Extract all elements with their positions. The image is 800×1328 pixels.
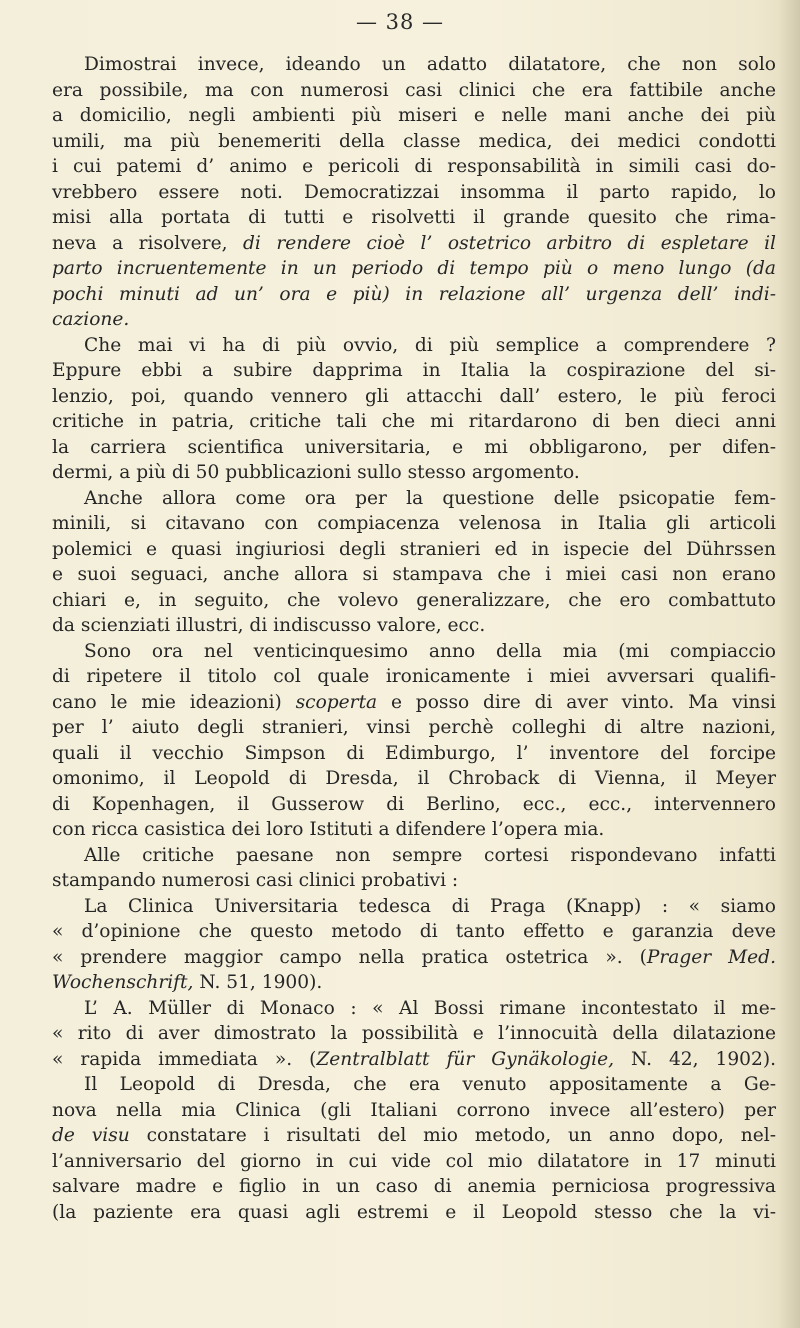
text-line <box>52 1149 776 1175</box>
text-line <box>52 307 776 333</box>
text-run: Il Leopold di Dresda, che era venuto appositamente a Ge- <box>84 1074 776 1095</box>
text-line <box>52 358 776 384</box>
text-run: Alle critiche paesane non sempre cortesi rispondevano infatti <box>84 844 776 866</box>
text-run: neva a risolvere, <box>52 232 228 254</box>
text-line <box>52 664 776 690</box>
text-line <box>52 231 776 257</box>
text-run: per l’ aiuto degli stranieri, vinsi perchè colleghi di altre nazioni, <box>52 717 776 738</box>
text-line <box>52 103 776 129</box>
text-line <box>52 919 776 945</box>
text-run: « d’opinione che questo metodo di tanto effetto e garanzia deve <box>52 921 776 942</box>
text-run: lenzio, poi, quando vennero gli attacchi dall’ estero, le più feroci <box>52 385 776 407</box>
text-line <box>52 996 776 1022</box>
text-line <box>52 562 776 588</box>
text-run: da scienziati illustri, di indiscusso valore, ecc. <box>52 615 486 636</box>
text-line <box>52 52 776 78</box>
text-line <box>52 460 776 486</box>
text-line <box>52 409 776 435</box>
text-run: N. 51, 1900). <box>193 972 323 993</box>
text-line <box>52 970 776 996</box>
text-run: critiche in patria, critiche tali che mi ritardarono di ben dieci anni <box>52 411 776 432</box>
text-run: Anche allora come ora per la questione delle psicopatie fem- <box>84 487 776 509</box>
text-run: con ricca casistica dei loro Istituti a difendere l’opera mia. <box>52 819 605 840</box>
italic-text: Wochenschrift, <box>52 972 194 993</box>
text-line <box>52 435 776 461</box>
text-line <box>52 78 776 104</box>
text-line <box>52 613 776 639</box>
text-line <box>52 843 776 869</box>
text-line <box>52 766 776 792</box>
text-line <box>52 1047 776 1073</box>
text-run: stampando numerosi casi clinici probativi : <box>52 870 459 891</box>
text-run: quali il vecchio Simpson di Edimburgo, l’ inventore del forcipe <box>52 742 776 764</box>
text-run: umili, ma più benemeriti della classe medica, dei medici condotti <box>52 130 776 152</box>
text-run: l’anniversario del giorno in cui vide col mio dilatatore in 17 minuti <box>52 1150 776 1172</box>
text-run: di ripetere il titolo col quale ironicamente i miei avversari qualifi- <box>52 666 776 687</box>
text-run: cano le mie ideazioni) <box>52 691 282 713</box>
text-line <box>52 256 776 282</box>
text-run: L’ A. Müller di Monaco : « Al Bossi rimane incontestato il me- <box>84 997 776 1019</box>
text-run: dermi, a più di 50 pubblicazioni sullo stesso argomento. <box>52 462 580 483</box>
text-run: « prendere maggior campo nella pratica ostetrica ». ( <box>52 946 647 968</box>
text-run: omonimo, il Leopold di Dresda, il Chroback di Vienna, il Meyer <box>52 768 776 789</box>
text-line <box>52 945 776 971</box>
text-run: nova nella mia Clinica (gli Italiani corrono invece all’estero) per <box>52 1099 776 1121</box>
text-run: di Kopenhagen, il Gusserow di Berlino, ecc., ecc., intervennero <box>52 793 776 815</box>
page-number: — 38 — <box>355 10 445 34</box>
text-line <box>52 282 776 308</box>
text-line <box>52 741 776 767</box>
text-run: Dimostrai invece, ideando un adatto dilatatore, che non solo <box>84 54 776 75</box>
text-run: « rito di aver dimostrato la possibilità e l’innocuità della dilatazione <box>52 1023 776 1044</box>
text-run: salvare madre e figlio in un caso di anemia perniciosa progressiva <box>52 1176 776 1197</box>
text-run: era possibile, ma con numerosi casi clinici che era fattibile anche <box>52 79 776 101</box>
text-line <box>52 384 776 410</box>
text-run: La Clinica Universitaria tedesca di Praga (Knapp) : « siamo <box>84 895 776 917</box>
text-run: chiari e, in seguito, che volevo generalizzare, che ero combattuto <box>52 589 776 611</box>
text-line <box>52 690 776 716</box>
text-line <box>52 486 776 512</box>
text-line <box>52 792 776 818</box>
text-line <box>52 205 776 231</box>
italic-text: scoperta <box>281 691 378 713</box>
text-line <box>52 511 776 537</box>
text-run: (la paziente era quasi agli estremi e il Leopold stesso che la vi- <box>52 1201 776 1223</box>
text-run: minili, si citavano con compiacenza velenosa in Italia gli articoli <box>52 513 776 534</box>
text-run: polemici e quasi ingiuriosi degli stranieri ed in ispecie del Dührssen <box>52 538 776 560</box>
text-line <box>52 868 776 894</box>
text-line <box>52 1098 776 1124</box>
italic-text: pochi minuti ad un’ ora e più) in relazione all’ urgenza dell’ indi- <box>52 283 776 305</box>
text-line <box>52 817 776 843</box>
italic-text: Prager Med. <box>646 946 776 968</box>
italic-text: cazione. <box>52 309 130 330</box>
text-line <box>52 715 776 741</box>
text-run: constatare i risultati del mio metodo, un anno dopo, nel- <box>129 1125 776 1146</box>
page-edge-shadow <box>778 0 800 1328</box>
italic-text: Zentralblatt für Gynäkologie, <box>316 1048 615 1070</box>
text-line <box>52 333 776 359</box>
text-run: « rapida immediata ». ( <box>52 1048 317 1070</box>
text-line <box>52 1021 776 1047</box>
text-line <box>52 588 776 614</box>
text-run: la carriera scientifica universitaria, e mi obbligarono, per difen- <box>52 436 776 458</box>
text-run: a domicilio, negli ambienti più miseri e nelle mani anche dei più <box>52 105 776 126</box>
text-line <box>52 1200 776 1226</box>
italic-text: de visu <box>52 1125 130 1146</box>
text-run: Eppure ebbi a subire dapprima in Italia la cospirazione del si- <box>52 360 776 381</box>
body-text <box>52 52 776 1225</box>
text-run: vrebbero essere noti. Democratizzai insomma il parto rapido, lo <box>52 181 776 203</box>
italic-text: di rendere cioè l’ ostetrico arbitro di espletare il <box>227 232 776 254</box>
text-run: N. 42, 1902). <box>614 1048 776 1070</box>
text-run: Sono ora nel venticinquesimo anno della mia (mi compiaccio <box>84 640 776 662</box>
text-line <box>52 1123 776 1149</box>
text-line <box>52 129 776 155</box>
text-line <box>52 154 776 180</box>
text-line <box>52 180 776 206</box>
text-run: Che mai vi ha di più ovvio, di più semplice a comprendere ? <box>84 334 776 356</box>
text-run: i cui patemi d’ animo e pericoli di responsabilità in simili casi do- <box>52 156 776 177</box>
text-run: e suoi seguaci, anche allora si stampava che i miei casi non erano <box>52 564 776 585</box>
text-line <box>52 894 776 920</box>
text-line <box>52 537 776 563</box>
text-run: misi alla portata di tutti e risolvetti il grande quesito che rima- <box>52 207 776 228</box>
text-line <box>52 1072 776 1098</box>
text-run: e posso dire di aver vinto. Ma vinsi <box>377 691 777 713</box>
text-line <box>52 639 776 665</box>
italic-text: parto incruentemente in un periodo di tempo più o meno lungo (da <box>52 258 776 279</box>
text-line <box>52 1174 776 1200</box>
